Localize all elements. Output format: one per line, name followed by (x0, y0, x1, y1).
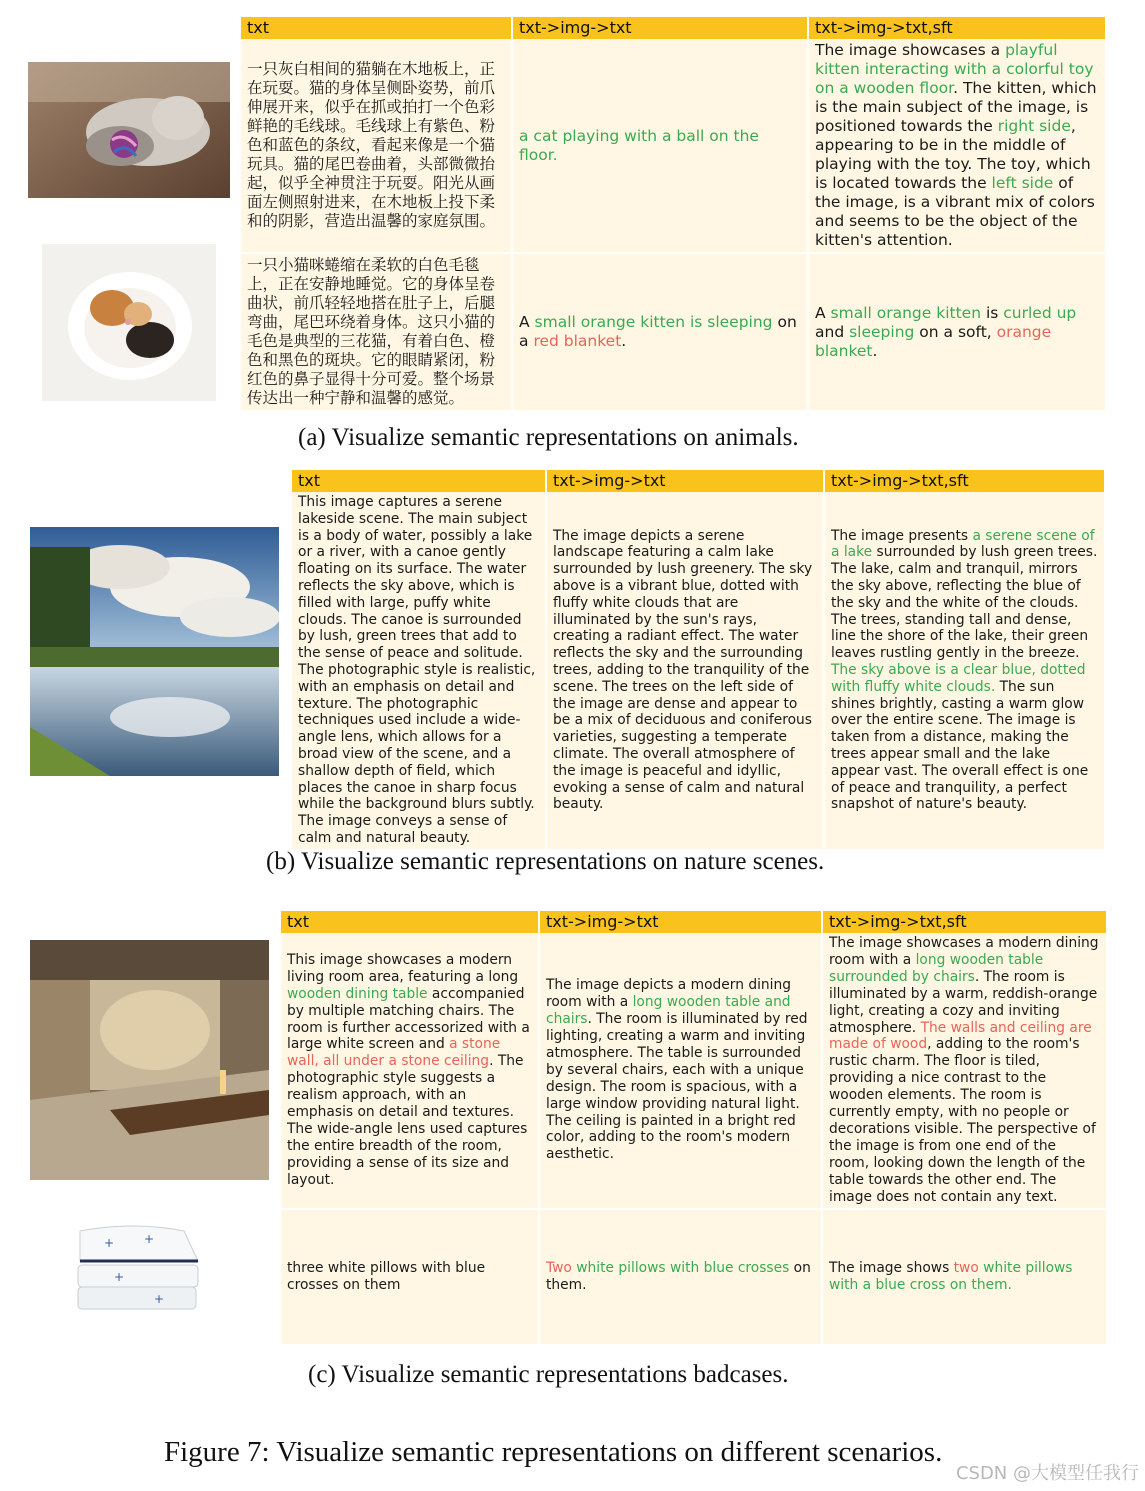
cell-txt: 一只小猫咪蜷缩在柔软的白色毛毯上，正在安静地睡觉。它的身体呈卷曲状，前爪轻轻地搭在肚子上，后腿弯曲，尾巴环绕着身体。这只小猫的毛色是典型的三花猫，有着白色、橙色和黑色的斑块。它的眼睛紧闭，粉红色的鼻子显得十分可爱。整个场景传达出一种宁静和温馨的感觉。 (241, 253, 512, 411)
cell-img-txt: a cat playing with a ball on the floor. (512, 39, 808, 253)
table-row (292, 492, 1104, 850)
header-txt-img-txt-sft: txt->img->txt,sft (808, 17, 1105, 39)
cell-img-txt: The image depicts a modern dining room with a long wooden table and chairs. The room is illuminated by red lighting, creating a warm and inviting atmosphere. The table is surrounded by several chairs, each with a unique design. The room is spacious, with a large window providing natural light. The ceiling is painted in a bright red color, adding to the room's modern aesthetic. (539, 933, 822, 1209)
svg-text:+: + (104, 1236, 115, 1250)
header-txt: txt (292, 470, 546, 492)
cell-img-txt: The image depicts a serene landscape featuring a calm lake surrounded by lush greenery. The sky above is a vibrant blue, dotted with fluffy white clouds that are illuminated by the sun's rays, creating a radiant effect. The water reflects the sky and the surrounding trees, adding to the tranquility of the scene. The trees on the left side of the image are dense and appear to be a mix of deciduous and coniferous varieties, suggesting a temperate climate. The overall atmosphere of the image is peaceful and idyllic, evoking a sense of calm and natural beauty. (546, 492, 824, 850)
cell-txt: This image showcases a modern living room area, featuring a long wooden dining table accompanied by multiple matching chairs. The room is further accessorized with a large white screen and a stone wall, all under a stone ceiling. The photographic style suggests a realism approach, with an emphasis on detail and textures. The wide-angle lens used captures the entire breadth of the room, providing a sense of its size and layout. (281, 933, 539, 1209)
header-txt-img-txt: txt->img->txt (539, 911, 822, 933)
lake-landscape-image (30, 527, 279, 776)
header-txt: txt (241, 17, 512, 39)
table-row (281, 933, 1106, 1209)
panel-b-table (292, 470, 1104, 851)
cell-sft: The image showcases a modern dining room with a long wooden table surrounded by chairs. The room is illuminated by a warm, reddish-orange light, creating a cozy and inviting atmosphere. The walls and ceiling are made of wood, adding to the room's rustic charm. The floor is tiled, providing a nice contrast to the wooden elements. The room is currently empty, with no people or decorations visible. The perspective of the image is from one end of the room, looking down the length of the table towards the other end. The image does not contain any text. (822, 933, 1106, 1209)
cell-sft: The image shows two white pillows with a blue cross on them. (822, 1209, 1106, 1345)
header-txt-img-txt: txt->img->txt (512, 17, 808, 39)
svg-text:+: + (154, 1292, 165, 1306)
pillows-image (74, 1217, 204, 1314)
table-row (281, 1209, 1106, 1345)
cell-txt: 一只灰白相间的猫躺在木地板上，正在玩耍。猫的身体呈侧卧姿势，前爪伸展开来，似乎在抓或拍打一个色彩鲜艳的毛线球。毛线球上有紫色、粉色和蓝色的条纹，看起来像是一个猫玩具。猫的尾巴卷曲着，头部微微抬起，似乎全神贯注于玩耍。阳光从画面左侧照射进来，在木地板上投下柔和的阴影，营造出温馨的家庭氛围。 (241, 39, 512, 253)
table-row (241, 253, 1105, 411)
header-txt-img-txt-sft: txt->img->txt,sft (824, 470, 1104, 492)
cell-sft: A small orange kitten is curled up and sleeping on a soft, orange blanket. (808, 253, 1105, 411)
caption-b: (b) Visualize semantic representations on nature scenes. (266, 848, 825, 875)
panel-c-table (281, 911, 1106, 1346)
watermark: CSDN @大模型任我行 (955, 1463, 1139, 1484)
kitten-sleeping-image (42, 244, 216, 401)
header-txt: txt (281, 911, 539, 933)
cell-sft: The image presents a serene scene of a lake surrounded by lush green trees. The lake, calm and tranquil, mirrors the sky above, reflecting the blue of the sky and the white of the clouds. The trees, standing tall and dense, line the shore of the lake, their green leaves rustling gently in the breeze. The sky above is a clear blue, dotted with fluffy white clouds. The sun shines brightly, casting a warm glow over the entire scene. The image is taken from a distance, making the trees appear small and the lake appear vast. The overall effect is one of peace and tranquility, a perfect snapshot of nature's beauty. (824, 492, 1104, 850)
stone-room-image (30, 940, 269, 1180)
cell-sft: The image showcases a playful kitten interacting with a colorful toy on a wooden floor. The kitten, which is the main subject of the image, is positioned towards the right side, appearing to be in the middle of playing with the toy. The toy, which is located towards the left side of the image, is a vibrant mix of colors and seems to be the object of the kitten's attention. (808, 39, 1105, 253)
table-row (241, 39, 1105, 253)
svg-text:+: + (114, 1270, 125, 1284)
cell-img-txt: A small orange kitten is sleeping on a red blanket. (512, 253, 808, 411)
cell-txt: three white pillows with blue crosses on them (281, 1209, 539, 1345)
panel-a-table (241, 17, 1105, 412)
cell-txt: This image captures a serene lakeside scene. The main subject is a body of water, possibly a lake or a river, with a canoe gently floating on its surface. The water reflects the sky above, which is filled with large, puffy white clouds. The canoe is surrounded by lush, green trees that add to the sense of peace and solitude. The photographic style is realistic, with an emphasis on detail and texture. The photographic techniques used include a wide-angle lens, which allows for a broad view of the scene, and a shallow depth of field, which places the canoe in sharp focus while the background blurs subtly. The image conveys a sense of calm and natural beauty. (292, 492, 546, 850)
caption-a: (a) Visualize semantic representations on animals. (298, 424, 799, 451)
header-txt-img-txt-sft: txt->img->txt,sft (822, 911, 1106, 933)
header-txt-img-txt: txt->img->txt (546, 470, 824, 492)
caption-c: (c) Visualize semantic representations badcases. (308, 1361, 789, 1388)
kitten-yarn-image (28, 62, 230, 198)
svg-text:+: + (144, 1232, 155, 1246)
figure-caption: Figure 7: Visualize semantic representations on different scenarios. (164, 1436, 943, 1468)
cell-img-txt: Two white pillows with blue crosses on them. (539, 1209, 822, 1345)
